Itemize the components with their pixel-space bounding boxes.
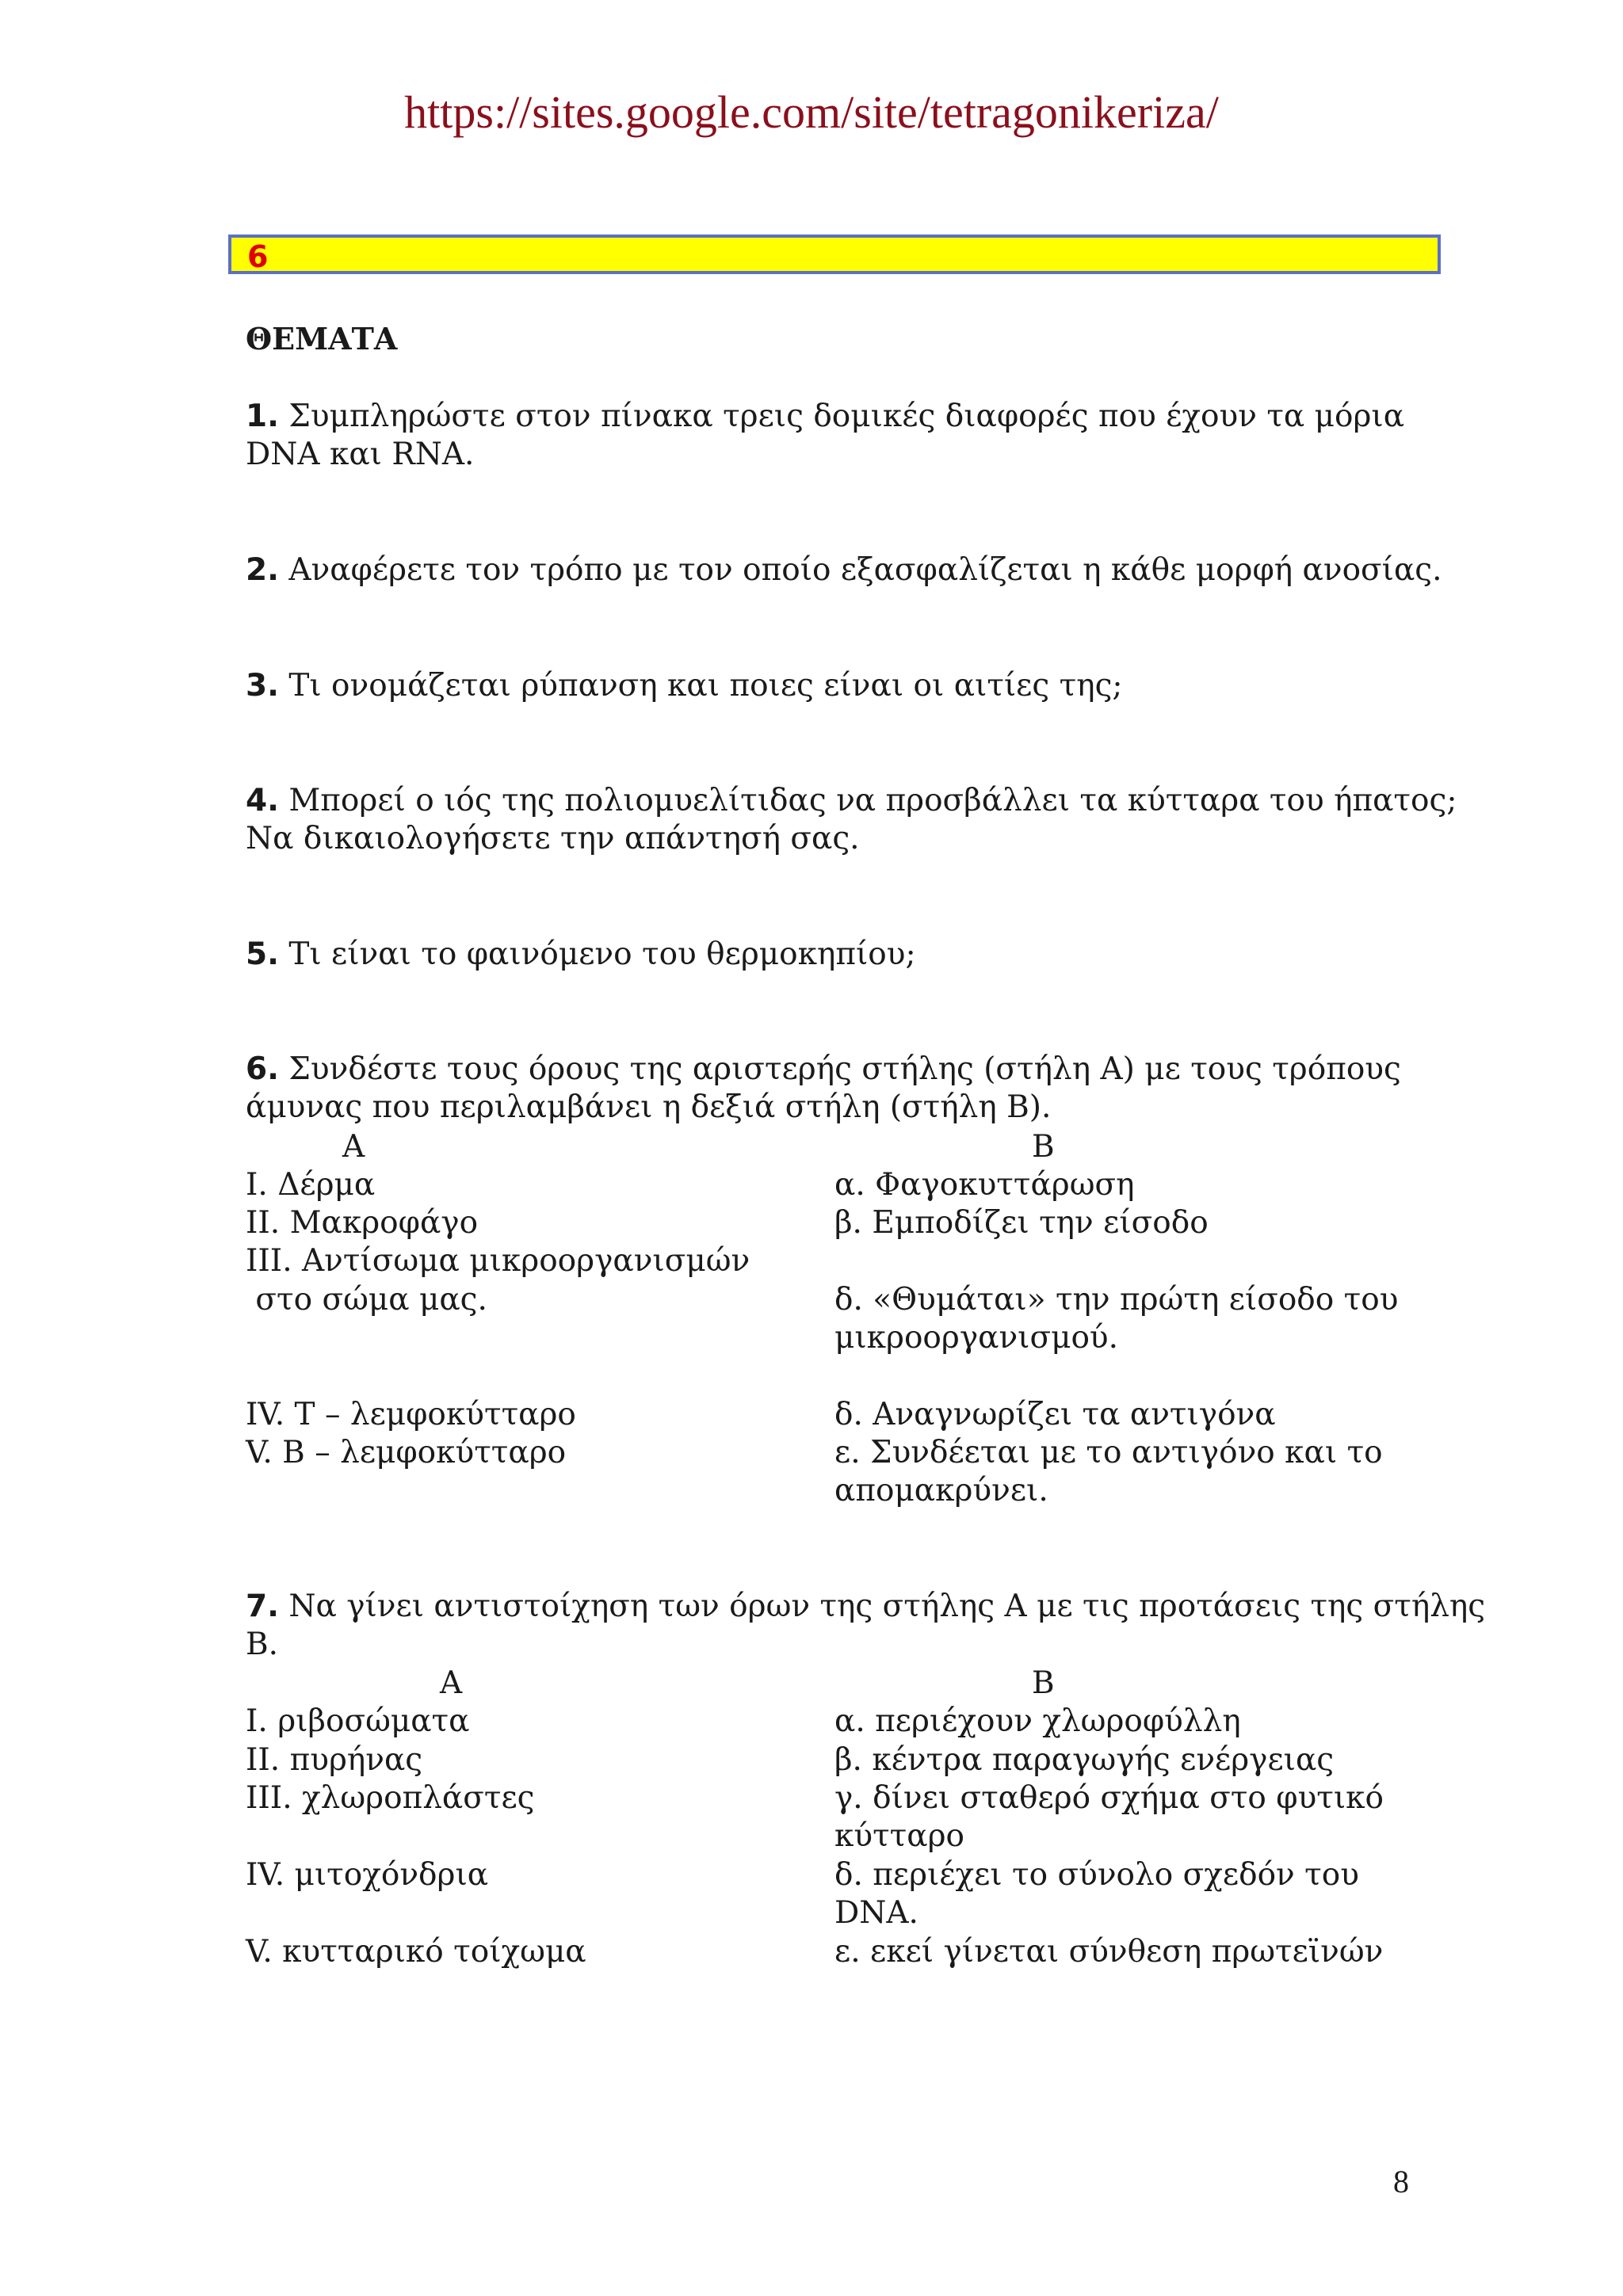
- match6-left-item: V. Β – λεμφοκύτταρο: [246, 1435, 567, 1470]
- question-5: [246, 936, 916, 974]
- match6-left-item: Ι. Δέρμα: [246, 1167, 376, 1203]
- match6-left-item-cont: στο σώμα μας.: [246, 1282, 487, 1318]
- question-number: 6.: [246, 1051, 279, 1087]
- match6-column-a-header: Α: [342, 1129, 365, 1165]
- match7-column-b-header: Β: [1032, 1665, 1055, 1701]
- question-text: Να γίνει αντιστοίχηση των όρων της στήλης Α με τις προτάσεις της στήλης: [278, 1589, 1486, 1624]
- question-text-cont: Β.: [246, 1627, 279, 1662]
- match6-left-item: ΙΙΙ. Αντίσωμα μικροοργανισμών: [246, 1243, 750, 1279]
- match6-left-item: ΙΙ. Μακροφάγο: [246, 1205, 479, 1241]
- match6-right-item: ε. Συνδέεται με το αντιγόνο και το: [834, 1435, 1383, 1470]
- question-number: 5.: [246, 936, 279, 972]
- question-text-cont: άμυνας που περιλαμβάνει η δεξιά στήλη (στήλη Β).: [246, 1089, 1052, 1125]
- question-text-cont: Να δικαιολογήσετε την απάντησή σας.: [246, 821, 860, 856]
- match6-right-item: δ. Αναγνωρίζει τα αντιγόνα: [834, 1397, 1276, 1432]
- question-7: [246, 1588, 1485, 1664]
- question-number: 2.: [246, 552, 279, 588]
- match7-column-a-header: Α: [440, 1665, 463, 1701]
- question-number: 4.: [246, 783, 279, 818]
- match6-right-item-cont: μικροοργανισμού.: [834, 1320, 1119, 1356]
- match6-right-item: β. Εμποδίζει την είσοδο: [834, 1205, 1209, 1241]
- question-3: [246, 667, 1123, 705]
- page-title: ΘΕΜΑΤΑ: [246, 321, 398, 357]
- question-4: [246, 782, 1457, 858]
- question-number: 7.: [246, 1589, 279, 1624]
- match7-right-item: γ. δίνει σταθερό σχήμα στο φυτικό: [834, 1780, 1384, 1816]
- match7-right-item: α. περιέχουν χλωροφύλλη: [834, 1703, 1241, 1739]
- page-number: 8: [1393, 2164, 1409, 2199]
- question-number: 1.: [246, 399, 279, 434]
- header-url[interactable]: https://sites.google.com/site/tetragonikeriza/: [404, 86, 1219, 138]
- match6-right-item: α. Φαγοκυττάρωση: [834, 1167, 1135, 1203]
- question-6: [246, 1051, 1401, 1127]
- match7-right-item-cont: κύτταρο: [834, 1818, 964, 1854]
- question-text: Μπορεί ο ιός της πολιομυελίτιδας να προσβάλλει τα κύτταρα του ήπατος;: [278, 783, 1457, 818]
- match7-left-item: ΙV. μιτοχόνδρια: [246, 1857, 489, 1893]
- section-number-box: [228, 235, 1441, 274]
- match6-left-item: ΙV. Τ – λεμφοκύτταρο: [246, 1397, 576, 1432]
- match7-right-item: ε. εκεί γίνεται σύνθεση πρωτεϊνών: [834, 1934, 1384, 1970]
- match7-left-item: ΙΙΙ. χλωροπλάστες: [246, 1780, 535, 1816]
- match6-right-item-cont: απομακρύνει.: [834, 1473, 1048, 1508]
- question-text: Τι ονομάζεται ρύπανση και ποιες είναι οι αιτίες της;: [278, 668, 1123, 704]
- match7-left-item: ΙΙ. πυρήνας: [246, 1742, 423, 1778]
- question-text: Τι είναι το φαινόμενο του θερμοκηπίου;: [278, 936, 916, 972]
- match7-left-item: Ι. ριβοσώματα: [246, 1703, 470, 1739]
- match7-right-item: β. κέντρα παραγωγής ενέργειας: [834, 1742, 1335, 1778]
- section-number: 6: [247, 239, 269, 274]
- match6-right-item: δ. «Θυμάται» την πρώτη είσοδο του: [834, 1282, 1399, 1318]
- question-1: [246, 398, 1404, 474]
- question-text: Συνδέστε τους όρους της αριστερής στήλης (στήλη Α) με τους τρόπους: [278, 1051, 1401, 1087]
- match7-right-item: δ. περιέχει το σύνολο σχεδόν του: [834, 1857, 1359, 1893]
- match7-right-item-cont: DNA.: [834, 1895, 918, 1931]
- question-text: Αναφέρετε τον τρόπο με τον οποίο εξασφαλίζεται η κάθε μορφή ανοσίας.: [278, 552, 1442, 588]
- match7-left-item: V. κυτταρικό τοίχωμα: [246, 1934, 586, 1970]
- question-2: [246, 551, 1442, 589]
- match6-column-b-header: Β: [1032, 1129, 1055, 1165]
- question-text-cont: DNA και RNA.: [246, 437, 475, 472]
- question-number: 3.: [246, 668, 279, 704]
- question-text: Συμπληρώστε στον πίνακα τρεις δομικές διαφορές που έχουν τα μόρια: [278, 399, 1405, 434]
